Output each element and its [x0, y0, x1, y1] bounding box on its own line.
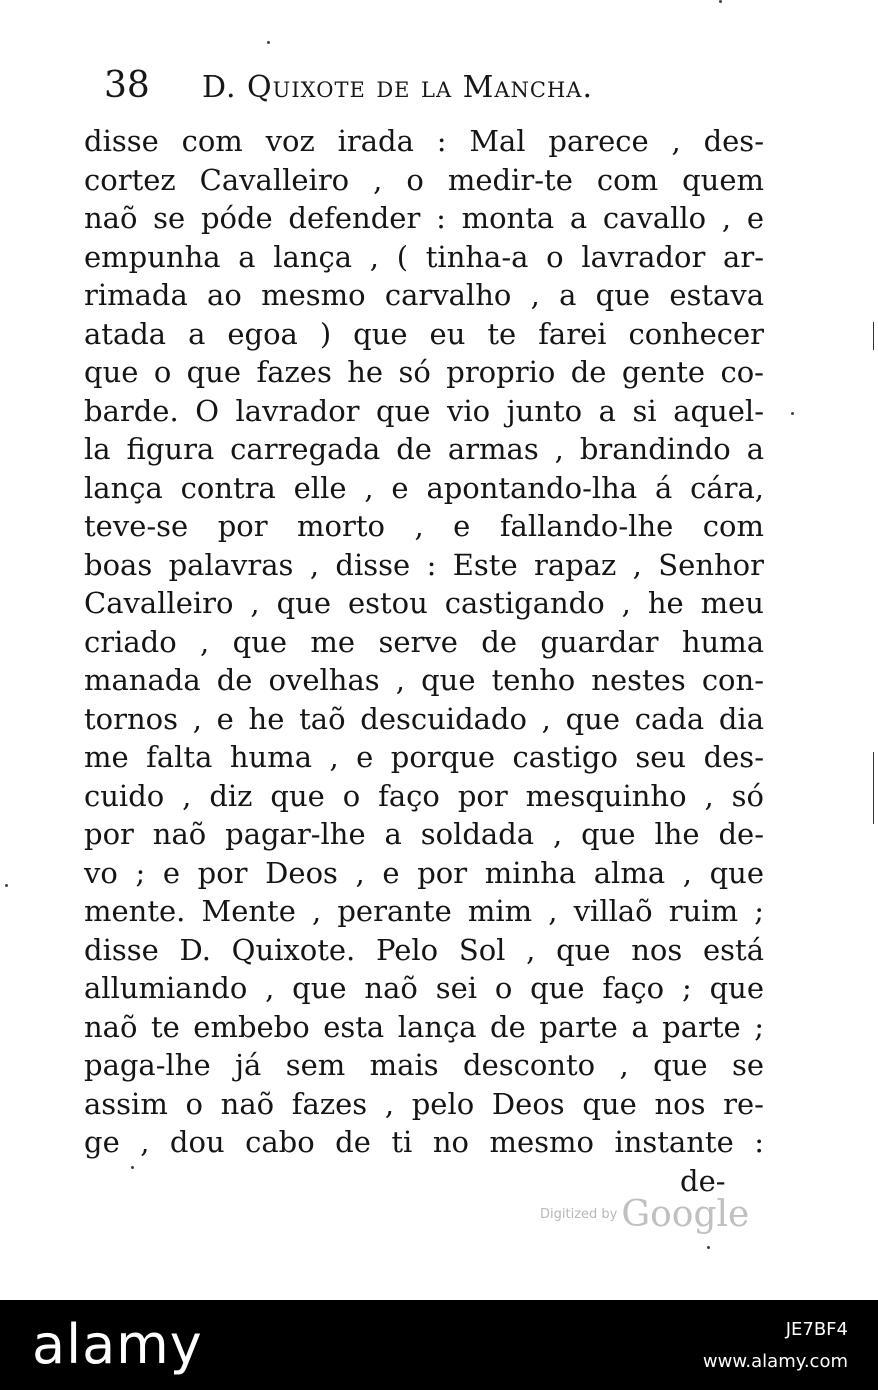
digitized-label: Digitized by	[540, 1207, 618, 1222]
google-logo: Google	[621, 1194, 750, 1235]
website-url: www.alamy.com	[702, 1351, 848, 1372]
scan-speck	[719, 0, 722, 3]
text-line: vo ; e por Deos , e por minha alma , que	[84, 855, 764, 890]
alamy-logo: alamy	[32, 1313, 203, 1376]
page-number: 38	[104, 65, 150, 106]
scan-speck	[267, 41, 270, 44]
scan-edge-mark	[873, 322, 874, 350]
text-line: la figura carregada de armas , brandindo a	[84, 432, 764, 466]
text-line: ge , dou cabo de ti no mesmo instante :	[84, 1125, 764, 1159]
text-line: disse D. Quixote. Pelo Sol , que nos está	[84, 932, 764, 967]
text-line: criado , que me serve de guardar huma	[84, 624, 764, 659]
digitized-watermark	[540, 1194, 749, 1234]
text-line: assim o naõ fazes , pelo Deos que nos re-	[84, 1086, 764, 1121]
text-line: lança contra elle , e apontando-lha á cára,	[84, 470, 764, 505]
scan-speck	[5, 884, 8, 887]
text-line: manada de ovelhas , que tenho nestes con-	[84, 663, 764, 697]
text-line: cortez Cavalleiro , o medir-te com quem	[84, 162, 764, 197]
body-text	[84, 122, 764, 1162]
scan-edge-mark	[873, 752, 874, 824]
text-line: naõ te embebo esta lança de parte a parte ;	[84, 1009, 764, 1044]
text-line: que o que fazes he só proprio de gente co-	[84, 355, 764, 389]
text-line: me falta huma , e porque castigo seu des-	[84, 740, 764, 774]
text-line: barde. O lavrador que vio junto a si aquel-	[84, 393, 764, 428]
text-line: disse com voz irada : Mal parece , des-	[84, 124, 764, 158]
text-line: mente. Mente , perante mim , villaõ ruim ;	[84, 894, 764, 928]
text-line: allumiando , que naõ sei o que faço ; que	[84, 971, 764, 1005]
running-title: D. Quixote de la Mancha.	[202, 70, 594, 105]
text-line: boas palavras , disse : Este rapaz , Senhor	[84, 547, 764, 582]
text-line: tornos , e he taõ descuidado , que cada dia	[84, 701, 764, 736]
text-line: empunha a lança , ( tinha-a o lavrador ar-	[84, 239, 764, 274]
text-line: cuido , diz que o faço por mesquinho , só	[84, 778, 764, 813]
text-line: teve-se por morto , e fallando-lhe com	[84, 509, 764, 543]
text-line: atada a egoa ) que eu te farei conhecer	[84, 316, 764, 351]
text-line: Cavalleiro , que estou castigando , he meu	[84, 586, 764, 620]
scan-speck	[707, 1246, 710, 1249]
catchword: de-	[680, 1164, 726, 1198]
scan-speck	[131, 1166, 134, 1169]
stock-banner	[0, 1300, 878, 1390]
text-line: rimada ao mesmo carvalho , a que estava	[84, 278, 764, 312]
page-header	[104, 64, 724, 114]
text-line: por naõ pagar-lhe a soldada , que lhe de-	[84, 817, 764, 851]
text-line: paga-lhe já sem mais desconto , que se	[84, 1048, 764, 1082]
scan-speck	[791, 412, 794, 415]
text-line: naõ se póde defender : monta a cavallo , e	[84, 201, 764, 235]
image-id: JE7BF4	[785, 1319, 848, 1340]
